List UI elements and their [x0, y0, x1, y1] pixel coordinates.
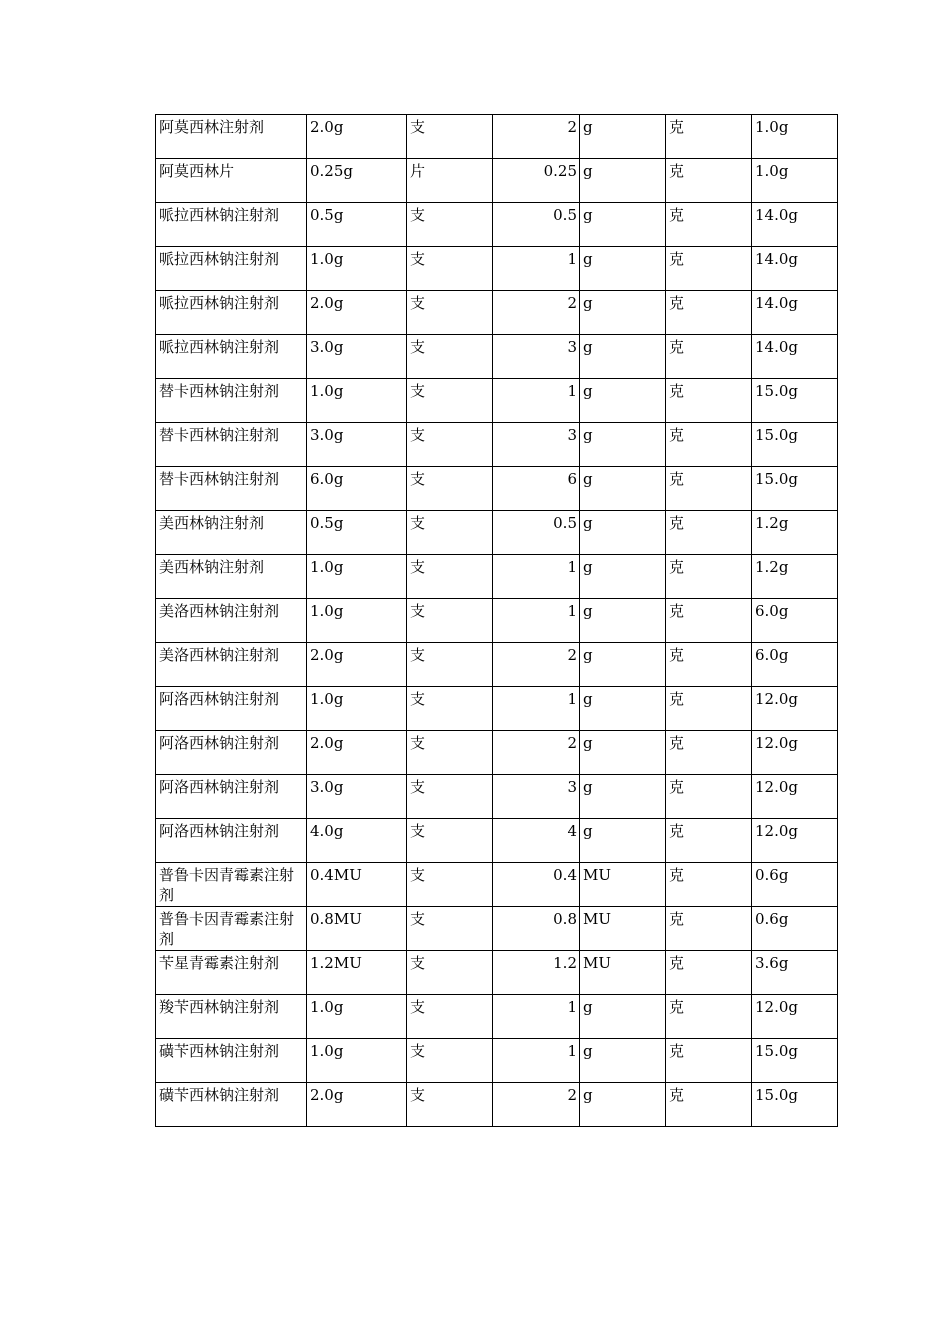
unit-name-cell: 克 [666, 159, 752, 203]
package-unit-cell: 支 [407, 1083, 493, 1127]
quantity-cell: 1 [493, 1039, 580, 1083]
package-unit-cell: 片 [407, 159, 493, 203]
spec-cell: 4.0g [307, 819, 407, 863]
drug-name-cell: 替卡西林钠注射剂 [156, 467, 307, 511]
quantity-cell: 2 [493, 115, 580, 159]
drug-name-cell: 哌拉西林钠注射剂 [156, 247, 307, 291]
max-dose-cell: 1.2g [752, 511, 838, 555]
unit-name-cell: 克 [666, 247, 752, 291]
quantity-cell: 2 [493, 731, 580, 775]
quantity-cell: 1.2 [493, 951, 580, 995]
dose-unit-cell: g [580, 247, 666, 291]
drug-name-cell: 普鲁卡因青霉素注射剂 [156, 863, 307, 907]
package-unit-cell: 支 [407, 687, 493, 731]
spec-cell: 2.0g [307, 291, 407, 335]
unit-name-cell: 克 [666, 775, 752, 819]
table-row [156, 467, 838, 511]
dose-unit-cell: g [580, 379, 666, 423]
max-dose-cell: 6.0g [752, 599, 838, 643]
unit-name-cell: 克 [666, 995, 752, 1039]
spec-cell: 1.0g [307, 995, 407, 1039]
quantity-cell: 0.25 [493, 159, 580, 203]
unit-name-cell: 克 [666, 907, 752, 951]
quantity-cell: 3 [493, 775, 580, 819]
drug-name-cell: 哌拉西林钠注射剂 [156, 335, 307, 379]
dose-unit-cell: g [580, 335, 666, 379]
drug-name-cell: 替卡西林钠注射剂 [156, 379, 307, 423]
max-dose-cell: 1.0g [752, 115, 838, 159]
max-dose-cell: 14.0g [752, 247, 838, 291]
dose-unit-cell: g [580, 643, 666, 687]
table-row [156, 291, 838, 335]
max-dose-cell: 12.0g [752, 995, 838, 1039]
package-unit-cell: 支 [407, 731, 493, 775]
unit-name-cell: 克 [666, 115, 752, 159]
unit-name-cell: 克 [666, 467, 752, 511]
spec-cell: 1.0g [307, 379, 407, 423]
max-dose-cell: 12.0g [752, 775, 838, 819]
max-dose-cell: 0.6g [752, 907, 838, 951]
spec-cell: 0.5g [307, 203, 407, 247]
unit-name-cell: 克 [666, 687, 752, 731]
unit-name-cell: 克 [666, 203, 752, 247]
drug-name-cell: 哌拉西林钠注射剂 [156, 291, 307, 335]
table-row [156, 1083, 838, 1127]
table-row [156, 423, 838, 467]
drug-name-cell: 阿洛西林钠注射剂 [156, 731, 307, 775]
table-row [156, 555, 838, 599]
max-dose-cell: 15.0g [752, 1039, 838, 1083]
quantity-cell: 1 [493, 247, 580, 291]
table-row [156, 203, 838, 247]
table-row [156, 159, 838, 203]
spec-cell: 1.2MU [307, 951, 407, 995]
drug-name-cell: 磺苄西林钠注射剂 [156, 1039, 307, 1083]
dose-unit-cell: g [580, 159, 666, 203]
drug-name-cell: 苄星青霉素注射剂 [156, 951, 307, 995]
spec-cell: 6.0g [307, 467, 407, 511]
dose-unit-cell: g [580, 1083, 666, 1127]
unit-name-cell: 克 [666, 379, 752, 423]
quantity-cell: 1 [493, 379, 580, 423]
unit-name-cell: 克 [666, 643, 752, 687]
spec-cell: 1.0g [307, 247, 407, 291]
package-unit-cell: 支 [407, 247, 493, 291]
max-dose-cell: 12.0g [752, 687, 838, 731]
max-dose-cell: 1.2g [752, 555, 838, 599]
max-dose-cell: 6.0g [752, 643, 838, 687]
drug-name-cell: 哌拉西林钠注射剂 [156, 203, 307, 247]
drug-name-cell: 阿莫西林注射剂 [156, 115, 307, 159]
table-row [156, 511, 838, 555]
spec-cell: 2.0g [307, 115, 407, 159]
quantity-cell: 1 [493, 555, 580, 599]
spec-cell: 0.25g [307, 159, 407, 203]
dose-unit-cell: g [580, 467, 666, 511]
max-dose-cell: 15.0g [752, 1083, 838, 1127]
table-row [156, 995, 838, 1039]
quantity-cell: 1 [493, 995, 580, 1039]
spec-cell: 0.8MU [307, 907, 407, 951]
dose-unit-cell: g [580, 599, 666, 643]
dose-unit-cell: g [580, 423, 666, 467]
table-row [156, 599, 838, 643]
drug-dosage-table [155, 114, 838, 1127]
spec-cell: 3.0g [307, 775, 407, 819]
spec-cell: 0.4MU [307, 863, 407, 907]
drug-name-cell: 普鲁卡因青霉素注射剂 [156, 907, 307, 951]
dose-unit-cell: MU [580, 951, 666, 995]
quantity-cell: 2 [493, 643, 580, 687]
drug-name-cell: 美西林钠注射剂 [156, 511, 307, 555]
unit-name-cell: 克 [666, 951, 752, 995]
dose-unit-cell: g [580, 115, 666, 159]
table-row [156, 115, 838, 159]
table-row [156, 731, 838, 775]
drug-name-cell: 美西林钠注射剂 [156, 555, 307, 599]
quantity-cell: 2 [493, 291, 580, 335]
max-dose-cell: 12.0g [752, 731, 838, 775]
drug-name-cell: 羧苄西林钠注射剂 [156, 995, 307, 1039]
drug-name-cell: 美洛西林钠注射剂 [156, 643, 307, 687]
unit-name-cell: 克 [666, 599, 752, 643]
unit-name-cell: 克 [666, 291, 752, 335]
spec-cell: 0.5g [307, 511, 407, 555]
unit-name-cell: 克 [666, 1039, 752, 1083]
table-row [156, 863, 838, 907]
package-unit-cell: 支 [407, 1039, 493, 1083]
quantity-cell: 6 [493, 467, 580, 511]
table-row [156, 247, 838, 291]
package-unit-cell: 支 [407, 379, 493, 423]
package-unit-cell: 支 [407, 115, 493, 159]
drug-name-cell: 磺苄西林钠注射剂 [156, 1083, 307, 1127]
package-unit-cell: 支 [407, 511, 493, 555]
table-row [156, 687, 838, 731]
max-dose-cell: 3.6g [752, 951, 838, 995]
quantity-cell: 0.5 [493, 511, 580, 555]
table-row [156, 379, 838, 423]
package-unit-cell: 支 [407, 467, 493, 511]
max-dose-cell: 15.0g [752, 423, 838, 467]
drug-name-cell: 美洛西林钠注射剂 [156, 599, 307, 643]
package-unit-cell: 支 [407, 203, 493, 247]
table-body [156, 115, 838, 1127]
dose-unit-cell: MU [580, 863, 666, 907]
dose-unit-cell: g [580, 511, 666, 555]
max-dose-cell: 14.0g [752, 291, 838, 335]
table-row [156, 1039, 838, 1083]
package-unit-cell: 支 [407, 819, 493, 863]
package-unit-cell: 支 [407, 907, 493, 951]
quantity-cell: 0.5 [493, 203, 580, 247]
table-row [156, 907, 838, 951]
unit-name-cell: 克 [666, 819, 752, 863]
spec-cell: 1.0g [307, 555, 407, 599]
spec-cell: 1.0g [307, 599, 407, 643]
package-unit-cell: 支 [407, 863, 493, 907]
unit-name-cell: 克 [666, 423, 752, 467]
max-dose-cell: 12.0g [752, 819, 838, 863]
spec-cell: 2.0g [307, 643, 407, 687]
unit-name-cell: 克 [666, 335, 752, 379]
dose-unit-cell: g [580, 291, 666, 335]
drug-name-cell: 阿莫西林片 [156, 159, 307, 203]
unit-name-cell: 克 [666, 511, 752, 555]
unit-name-cell: 克 [666, 731, 752, 775]
dose-unit-cell: g [580, 819, 666, 863]
table-row [156, 951, 838, 995]
quantity-cell: 3 [493, 423, 580, 467]
spec-cell: 2.0g [307, 731, 407, 775]
spec-cell: 3.0g [307, 335, 407, 379]
package-unit-cell: 支 [407, 555, 493, 599]
table-row [156, 819, 838, 863]
drug-name-cell: 阿洛西林钠注射剂 [156, 687, 307, 731]
spec-cell: 3.0g [307, 423, 407, 467]
unit-name-cell: 克 [666, 555, 752, 599]
package-unit-cell: 支 [407, 599, 493, 643]
max-dose-cell: 14.0g [752, 335, 838, 379]
spec-cell: 1.0g [307, 1039, 407, 1083]
max-dose-cell: 14.0g [752, 203, 838, 247]
table-row [156, 335, 838, 379]
max-dose-cell: 0.6g [752, 863, 838, 907]
quantity-cell: 3 [493, 335, 580, 379]
spec-cell: 1.0g [307, 687, 407, 731]
drug-name-cell: 替卡西林钠注射剂 [156, 423, 307, 467]
max-dose-cell: 1.0g [752, 159, 838, 203]
package-unit-cell: 支 [407, 995, 493, 1039]
dose-unit-cell: g [580, 687, 666, 731]
package-unit-cell: 支 [407, 291, 493, 335]
package-unit-cell: 支 [407, 775, 493, 819]
package-unit-cell: 支 [407, 335, 493, 379]
dose-unit-cell: g [580, 731, 666, 775]
quantity-cell: 1 [493, 687, 580, 731]
quantity-cell: 4 [493, 819, 580, 863]
dose-unit-cell: g [580, 995, 666, 1039]
dose-unit-cell: g [580, 1039, 666, 1083]
quantity-cell: 2 [493, 1083, 580, 1127]
table-row [156, 775, 838, 819]
package-unit-cell: 支 [407, 951, 493, 995]
dose-unit-cell: g [580, 203, 666, 247]
unit-name-cell: 克 [666, 863, 752, 907]
quantity-cell: 0.8 [493, 907, 580, 951]
dose-unit-cell: MU [580, 907, 666, 951]
max-dose-cell: 15.0g [752, 379, 838, 423]
dose-unit-cell: g [580, 775, 666, 819]
dose-unit-cell: g [580, 555, 666, 599]
package-unit-cell: 支 [407, 643, 493, 687]
drug-name-cell: 阿洛西林钠注射剂 [156, 775, 307, 819]
max-dose-cell: 15.0g [752, 467, 838, 511]
drug-name-cell: 阿洛西林钠注射剂 [156, 819, 307, 863]
unit-name-cell: 克 [666, 1083, 752, 1127]
quantity-cell: 0.4 [493, 863, 580, 907]
quantity-cell: 1 [493, 599, 580, 643]
package-unit-cell: 支 [407, 423, 493, 467]
table-row [156, 643, 838, 687]
spec-cell: 2.0g [307, 1083, 407, 1127]
